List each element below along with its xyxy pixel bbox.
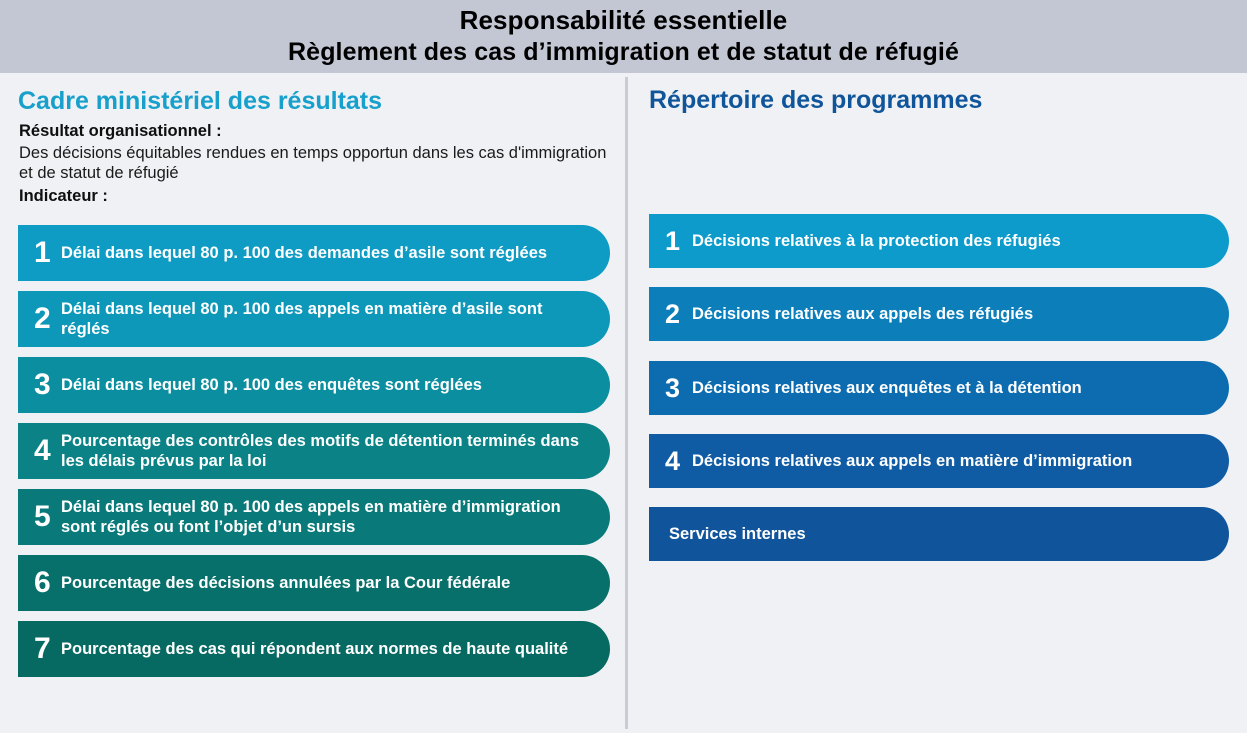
indicator-label-text: Délai dans lequel 80 p. 100 des enquêtes sont réglées: [61, 376, 482, 394]
indicator-label-text: Délai dans lequel 80 p. 100 des demandes d’asile sont réglées: [61, 244, 548, 262]
program-bar: [649, 434, 1229, 488]
indicator-bar: [18, 555, 610, 611]
program-label-text: Décisions relatives aux appels des réfugiés: [692, 305, 1034, 323]
indicator-label-text: Délai dans lequel 80 p. 100 des appels en matière d’immigration sont réglés ou font l’objet d’un sursis: [61, 498, 561, 536]
result-text: Des décisions équitables rendues en temps opportun dans les cas d'immigration et de statut de réfugié: [19, 144, 607, 182]
indicator-number: 1: [34, 236, 51, 269]
indicator-bar: [18, 225, 610, 281]
program-bar: [649, 507, 1229, 561]
indicator-bar: [18, 489, 610, 545]
program-number: 3: [665, 372, 681, 403]
page-title-line2: Règlement des cas d’immigration et de statut de réfugié: [288, 38, 959, 66]
right-column: [631, 73, 1247, 733]
program-label-text: Décisions relatives aux enquêtes et à la détention: [692, 379, 1082, 397]
indicator-label: Indicateur :: [19, 187, 108, 205]
left-intro-block: [19, 121, 609, 207]
indicator-label-text: Pourcentage des contrôles des motifs de détention terminés dans les délais prévus par la loi: [61, 432, 580, 470]
indicator-label-text: Pourcentage des décisions annulées par la Cour fédérale: [61, 574, 511, 592]
indicator-number: 7: [34, 632, 51, 665]
right-column-title: Répertoire des programmes: [649, 86, 983, 114]
indicator-number: 6: [34, 566, 51, 599]
column-divider: [625, 77, 628, 729]
indicator-number: 5: [34, 500, 51, 533]
program-bar: [649, 214, 1229, 268]
indicator-bar: [18, 423, 610, 479]
program-number: 2: [665, 298, 681, 329]
page-header: [0, 0, 1247, 73]
indicator-number: 2: [34, 302, 51, 335]
result-label: Résultat organisationnel :: [19, 122, 222, 140]
page-title-line1: Responsabilité essentielle: [459, 5, 788, 35]
program-bar: [649, 361, 1229, 415]
indicator-number: 3: [34, 368, 51, 401]
left-column-title: Cadre ministériel des résultats: [18, 87, 383, 115]
left-column: [0, 73, 625, 733]
columns-container: [0, 73, 1247, 733]
indicator-label-text: Délai dans lequel 80 p. 100 des appels en matière d’asile sont réglés: [61, 300, 543, 338]
indicator-bar: [18, 291, 610, 347]
program-number: 1: [665, 225, 681, 256]
indicator-bar: [18, 357, 610, 413]
program-label-text: Décisions relatives à la protection des réfugiés: [692, 232, 1061, 250]
indicator-number: 4: [34, 434, 51, 467]
program-label-text: Décisions relatives aux appels en matière d’immigration: [692, 452, 1133, 470]
program-label-text: Services internes: [669, 525, 806, 543]
indicator-label-text: Pourcentage des cas qui répondent aux normes de haute qualité: [61, 640, 569, 658]
indicator-bar: [18, 621, 610, 677]
program-number: 4: [665, 445, 681, 476]
program-bar: [649, 287, 1229, 341]
